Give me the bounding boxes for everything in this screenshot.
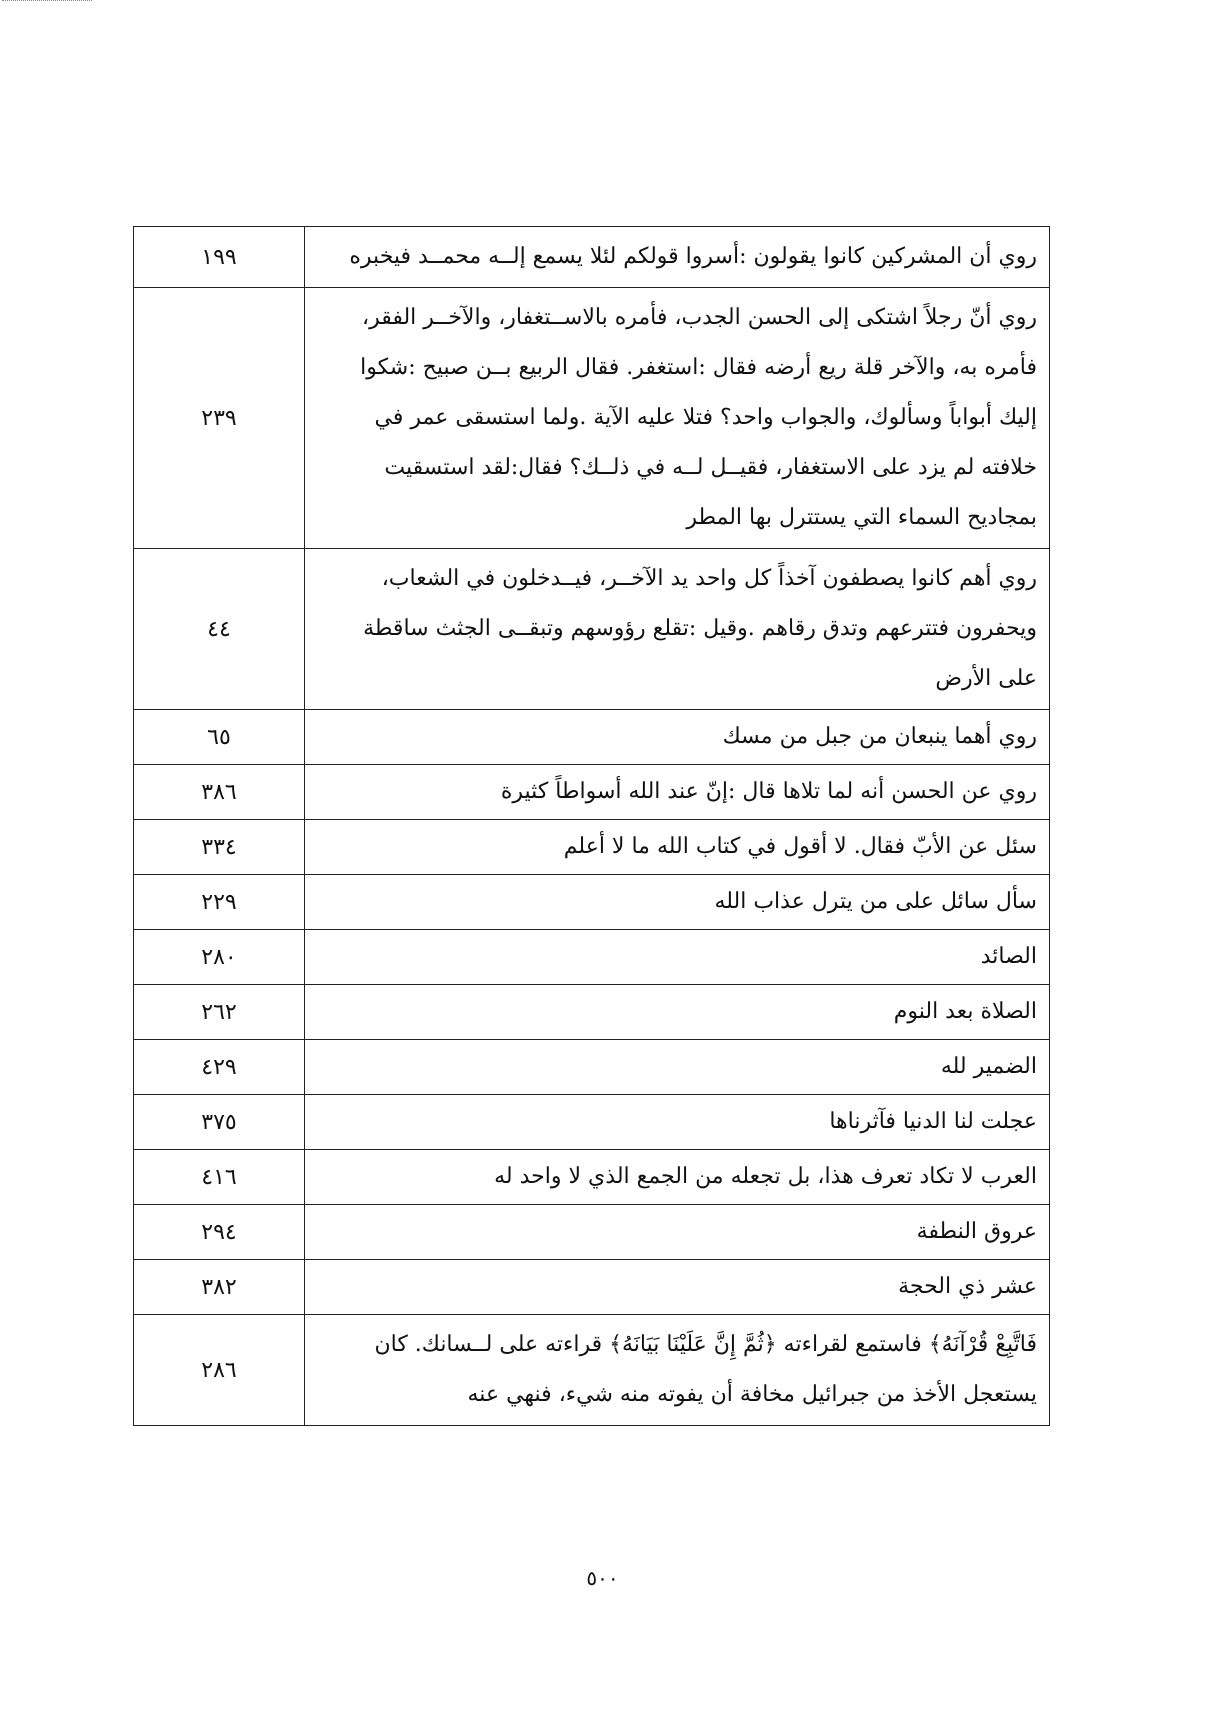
- entry-page: ٢٢٩: [134, 875, 305, 930]
- table-row: [134, 765, 1050, 820]
- table-row: [134, 930, 1050, 985]
- index-table: [133, 226, 1050, 1426]
- entry-text: سأل سائل على من يترل عذاب الله: [305, 875, 1050, 930]
- entry-page: ٣٨٢: [134, 1260, 305, 1315]
- entry-text: الصائد: [305, 930, 1050, 985]
- entry-page: ٤٤: [134, 549, 305, 710]
- entry-page: ٣٧٥: [134, 1095, 305, 1150]
- entry-text: عجلت لنا الدنيا فآثرناها: [305, 1095, 1050, 1150]
- entry-text: عروق النطفة: [305, 1205, 1050, 1260]
- entry-text: روي أن المشركين كانوا يقولون :أسروا قولكم لئلا يسمع إلــه محمــد فيخبره: [305, 227, 1050, 288]
- entry-text: روي أهما ينبعان من جبل من مسك: [305, 710, 1050, 765]
- table-row: [134, 1150, 1050, 1205]
- table-row: [134, 875, 1050, 930]
- entry-page: ١٩٩: [134, 227, 305, 288]
- table-row: [134, 549, 1050, 710]
- entry-text: عشر ذي الحجة: [305, 1260, 1050, 1315]
- entry-page: ٢٩٤: [134, 1205, 305, 1260]
- entry-text: سئل عن الأبّ فقال. لا أقول في كتاب الله ما لا أعلم: [305, 820, 1050, 875]
- entry-text: فَاتَّبِعْ قُرْآنَهُ﴾ فاستمع لقراءته ﴿ثُمَّ إِنَّ عَلَيْنَا بَيَانَهُ﴾ قراءته على لــسانك. كان يستعجل الأخذ من جبرائيل مخافة أن يفوته منه شيء، فنهي عنه: [305, 1315, 1050, 1426]
- table-row: [134, 820, 1050, 875]
- entry-page: ٢٦٢: [134, 985, 305, 1040]
- table-row: [134, 1205, 1050, 1260]
- entry-text: الضمير لله: [305, 1040, 1050, 1095]
- table-row: [134, 710, 1050, 765]
- entry-page: ٢٣٩: [134, 288, 305, 549]
- page-number: ٥٠٠: [586, 1566, 619, 1590]
- entry-page: ٦٥: [134, 710, 305, 765]
- table-row: [134, 1315, 1050, 1426]
- table-row: [134, 1040, 1050, 1095]
- table-row: [134, 1095, 1050, 1150]
- entry-page: ٣٨٦: [134, 765, 305, 820]
- entry-text: العرب لا تكاد تعرف هذا، بل تجعله من الجمع الذي لا واحد له: [305, 1150, 1050, 1205]
- entry-text: الصلاة بعد النوم: [305, 985, 1050, 1040]
- table-row: [134, 227, 1050, 288]
- table-row: [134, 288, 1050, 549]
- entry-page: ٢٨٦: [134, 1315, 305, 1426]
- scan-mark: [2, 0, 92, 3]
- entry-page: ٣٣٤: [134, 820, 305, 875]
- entry-page: ٤١٦: [134, 1150, 305, 1205]
- entry-text: روي أهم كانوا يصطفون آخذاً كل واحد يد الآخــر، فيــدخلون في الشعاب، ويحفرون فتترعهم وتدق رقاهم .وقيل :تقلع رؤوسهم وتبقــى الجثث ساقطة على الأرض: [305, 549, 1050, 710]
- entry-page: ٤٢٩: [134, 1040, 305, 1095]
- entry-text: روي أنّ رجلاً اشتكى إلى الحسن الجدب، فأمره بالاســتغفار، والآخــر الفقر، فأمره به، والآخر قلة ريع أرضه فقال :استغفر. فقال الربيع بــن صبيح :شكوا إليك أبواباً وسألوك، والجواب واحد؟ فتلا عليه الآية .ولما استسقى عمر في خلافته لم يزد على الاستغفار، فقيــل لــه في ذلــك؟ فقال:لقد استسقيت بمجاديح السماء التي يستترل بها المطر: [305, 288, 1050, 549]
- entry-page: ٢٨٠: [134, 930, 305, 985]
- table-row: [134, 1260, 1050, 1315]
- entry-text: روي عن الحسن أنه لما تلاها قال :إنّ عند الله أسواطاً كثيرة: [305, 765, 1050, 820]
- table-row: [134, 985, 1050, 1040]
